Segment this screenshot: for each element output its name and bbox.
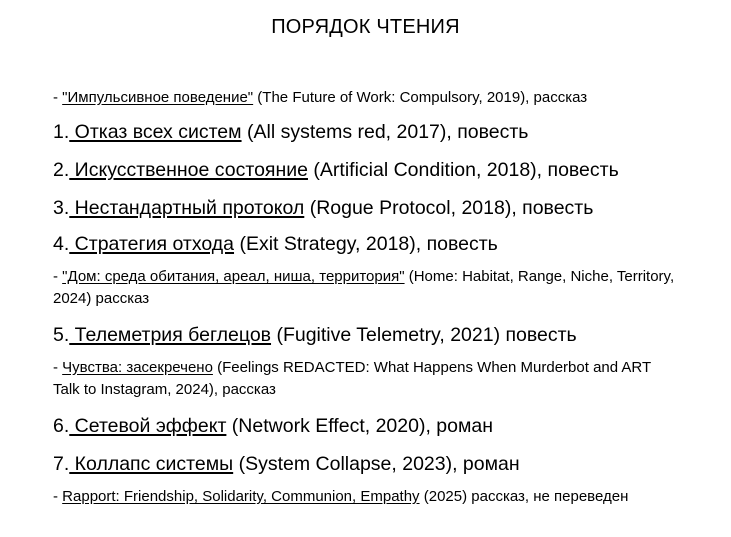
entry-prefix: -: [53, 89, 63, 106]
page-title: ПОРЯДОК ЧТЕНИЯ: [271, 16, 460, 38]
entry-details: (Home: Habitat, Range, Niche, Territory, 2024) рассказ: [53, 268, 675, 307]
entry-title-link[interactable]: Нестандартный протокол: [69, 197, 305, 219]
entry-details: (2025) рассказ, не переведен: [419, 488, 629, 505]
entry-prefix: -: [53, 488, 63, 505]
entry-details: (Fugitive Telemetry, 2021) повесть: [271, 324, 577, 346]
entry-title-link[interactable]: "Дом: среда обитания, ареал, ниша, территория": [62, 268, 405, 285]
entry-details: (All systems red, 2017), повесть: [241, 121, 529, 143]
entry-number: 3.: [53, 197, 70, 219]
entry-title-link[interactable]: Сетевой эффект: [69, 415, 227, 437]
entry-details: (The Future of Work: Compulsory, 2019), рассказ: [253, 89, 588, 106]
entry-title-link[interactable]: Телеметрия беглецов: [69, 324, 272, 346]
entry-details: (Exit Strategy, 2018), повесть: [234, 233, 498, 255]
entry-title-link[interactable]: Стратегия отхода: [69, 233, 235, 255]
entry-number: 6.: [53, 415, 70, 437]
entry-prefix: -: [53, 268, 63, 285]
entry-details: (System Collapse, 2023), роман: [233, 453, 520, 475]
entry-details: (Artificial Condition, 2018), повесть: [307, 159, 619, 181]
entry-title-link[interactable]: Отказ всех систем: [69, 121, 242, 143]
entry-number: 2.: [53, 159, 70, 181]
entry-prefix: -: [53, 359, 63, 376]
reading-list-item-compulsory: [53, 87, 678, 109]
entry-details: (Feelings REDACTED: What Happens When Murderbot and ART Talk to Instagram, 2024), рассказ: [53, 359, 651, 398]
entry-title-link[interactable]: Искусственное состояние: [69, 159, 308, 181]
entry-title-link[interactable]: Rapport: Friendship, Solidarity, Communion, Empathy: [62, 488, 420, 505]
entry-number: 7.: [53, 453, 70, 475]
reading-list-item-network-effect: [53, 413, 678, 439]
entry-details: (Network Effect, 2020), роман: [226, 415, 493, 437]
entry-title-link[interactable]: Чувства: засекречено: [62, 359, 213, 376]
reading-list-item-system-collapse: [53, 451, 678, 477]
entry-number: 5.: [53, 324, 70, 346]
reading-list-item-rogue-protocol: [53, 195, 678, 221]
reading-list-item-home: [53, 266, 678, 310]
reading-list-item-all-systems-red: [53, 119, 678, 145]
reading-list-item-feelings-redacted: [53, 357, 678, 401]
reading-list-item-rapport: [53, 486, 678, 508]
entry-number: 4.: [53, 233, 70, 255]
reading-list-item-artificial-condition: [53, 157, 678, 183]
entry-details: (Rogue Protocol, 2018), повесть: [304, 197, 594, 219]
entry-title-link[interactable]: "Импульсивное поведение": [62, 89, 254, 106]
entry-title-link[interactable]: Коллапс системы: [69, 453, 234, 475]
reading-list-item-fugitive-telemetry: [53, 322, 678, 348]
entry-number: 1.: [53, 121, 70, 143]
reading-list-item-exit-strategy: [53, 231, 678, 257]
